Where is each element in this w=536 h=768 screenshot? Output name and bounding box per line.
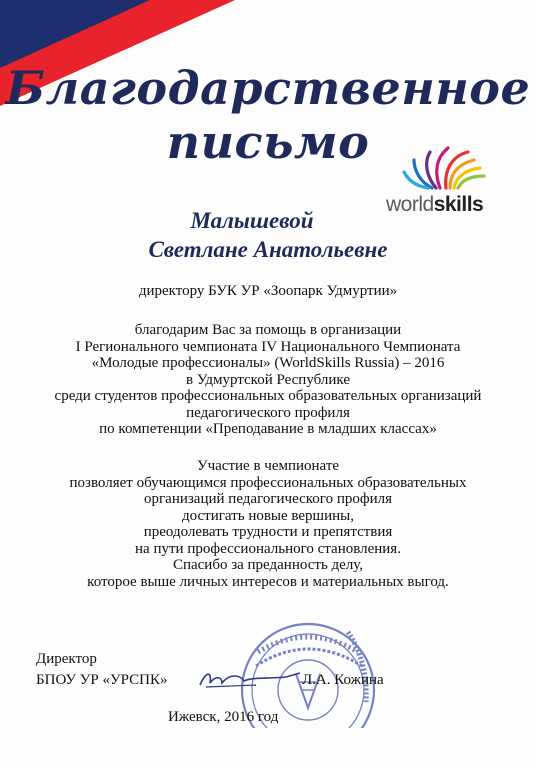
paragraph-line: на пути профессионального становления. xyxy=(135,540,401,557)
document-title-line1: Благодарственное xyxy=(5,61,531,115)
paragraph-line: в Удмуртской Республике xyxy=(186,371,350,388)
recipient-name: Светлане Анатольевне xyxy=(148,237,388,262)
recipient-position xyxy=(0,283,536,300)
signer-organization: БПОУ УР «УРСПК» xyxy=(36,672,168,688)
signer-name: Л.А. Кожина xyxy=(302,672,384,688)
handwritten-signature xyxy=(196,665,306,695)
signer-role: Директор xyxy=(36,651,97,667)
paragraph-line: по компетенции «Преподавание в младших классах» xyxy=(99,421,437,437)
logo-text-skills: skills xyxy=(433,193,484,216)
paragraph-line: Участие в чемпионате xyxy=(196,458,340,474)
paragraph-line: «Молодые профессионалы» (WorldSkills Russia) – 2016 xyxy=(91,355,445,371)
paragraph-line: позволяет обучающимся профессиональных образовательных xyxy=(69,474,467,491)
paragraph-line: которое выше личных интересов и материальных выгод. xyxy=(87,573,449,590)
paragraph-line: Спасибо за преданность делу, xyxy=(172,557,364,573)
paragraph-line: педагогического профиля xyxy=(186,404,350,421)
paragraph-participation xyxy=(0,458,536,590)
paragraph-line: благодарим Вас за помощь в организации xyxy=(134,322,402,338)
paragraph-gratitude xyxy=(0,322,536,438)
paragraph-line: достигать новые вершины, xyxy=(182,507,354,524)
paragraph-line: среди студентов профессиональных образовательных организаций xyxy=(54,388,482,404)
document-title-line2: письмо xyxy=(166,115,370,169)
paragraph-line: преодолевать трудности и препятствия xyxy=(143,524,393,540)
paragraph-line: I Регионального чемпионата IV Национального Чемпионата xyxy=(75,338,461,355)
recipient-surname: Малышевой xyxy=(190,208,314,233)
logo-text-world: world xyxy=(386,193,434,216)
recipient-position-text: директору БУК УР «Зоопарк Удмуртии» xyxy=(138,283,398,299)
paragraph-line: организаций педагогического профиля xyxy=(144,491,392,507)
place-date: Ижевск, 2016 год xyxy=(168,709,279,725)
